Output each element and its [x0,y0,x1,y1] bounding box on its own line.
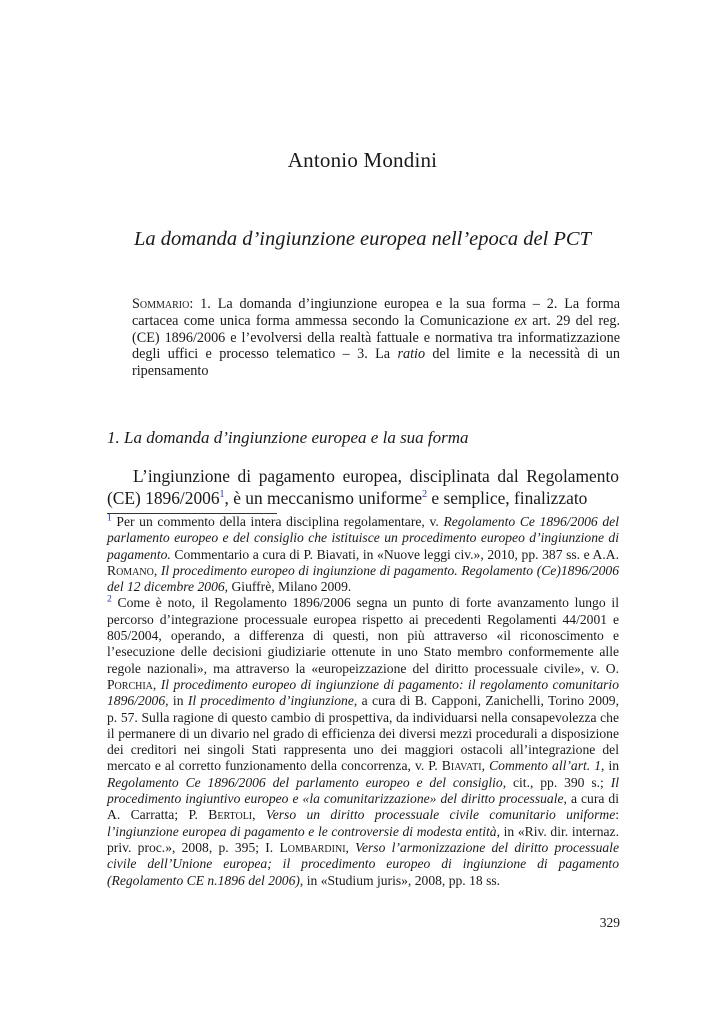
fn2-e: , in [165,693,188,709]
fn1-b: Regolamento Ce 1896/2006 del parlamento europeo e del consiglio che istituisce un procedimento europeo d’ingiunzione di pagamento. [107,514,619,562]
fn2-u: , in «Riv. dir. internaz. priv. proc.», 2008, p. 395; I. [107,823,619,855]
summary [132,296,620,380]
footnotes [107,514,619,889]
footnote-2 [107,595,619,888]
fn2-v: Lombardini [279,839,346,855]
fn2-h: Biavati [441,758,482,774]
fn2-j: Commento all’art. 1 [489,758,601,774]
fn2-n: Il procedimento ingiuntivo europeo e «la comunitarizzazione» del diritto processuale [107,774,619,807]
page-number: 329 [599,915,620,930]
fn1-a: Per un commento della intera disciplina regolamentare, v. [111,514,444,529]
fn2-w: , [345,839,356,855]
fn2-f: Il procedimento d’ingiunzione [187,693,354,709]
body-text-1: L’ingiunzione di pagamento europea, disciplinata dal Regolamento (CE) 1896/2006 [107,466,619,508]
fn1-e: , [153,562,161,578]
summary-label: Sommario [132,296,190,312]
body-text-2: , è un meccanismo uniforme [224,488,423,508]
fn2-r: Verso un diritto processuale civile comunitario uniforme [265,807,616,823]
article-title: La domanda d’ingiunzione europea nell’epoca del PCT [133,228,592,250]
footnote-2-number: 2 [107,594,112,605]
summary-ex: ex [514,312,527,329]
fn2-y: , in «Studium juris», 2008, pp. 18 ss. [299,872,501,888]
fn2-d: Il procedimento europeo di ingiunzione di pagamento: il regolamento comunitario 1896/2006 [107,676,620,709]
footnote-1 [107,514,619,595]
summary-text-2: art. 29 del reg. (CE) 1896/2006 e l’evolversi della realtà fattuale e normativa tra informatizzazione degli uffici e processo telematico – 3. La [132,312,620,363]
fn2-q: , [252,807,266,823]
summary-text-1: : 1. La domanda d’ingiunzione europea e la sua forma – 2. La forma cartacea come unica forma ammessa secondo la Comunicazione [132,296,620,329]
fn1-g: , Giuffrè, Milano 2009. [224,579,352,595]
fn2-s: : [615,807,620,823]
fn2-b: Porchia [107,676,153,692]
fn2-l: Regolamento Ce 1896/2006 del parlamento europeo e del consiglio [107,774,503,790]
fn2-m: , cit., pp. 390 s.; [502,774,611,790]
section-heading: 1. La domanda d’ingiunzione europea e la sua forma [107,428,469,447]
footnote-ref-1[interactable]: 1 [219,489,225,501]
fn2-t: l’ingiunzione europea di pagamento e le controversie di modesta entità [107,823,497,839]
fn2-g: , a cura di B. Capponi, Zanichelli, Torino 2009, p. 57. Sulla ragione di questo cambio di prospettiva, da individuarsi nella consapevolezza che il permanere di un divario nel grado di efficienza dei diversi mezzi procedurali a disposizione dei creditori nei singoli Stati rappresenta uno dei maggiori ostacoli all’integrazione del mercato e al corretto funzionamento della concorrenza, v. P. [107,693,619,774]
fn2-a: Come è noto, il Regolamento 1896/2006 segna un punto di forte avanzamento lungo il percorso d’integrazione processuale europea rispetto ai precedenti Regolamenti 44/2001 e 805/2004, operando, a differenza di questi, non più attraverso «il riconoscimento e l’esecuzione delle decisioni giudiziarie ottenute in uno Stato membro conformemente alle regole nazionali», ma attraverso la «europeizzazione del diritto processuale civile», v. O. [107,595,619,676]
fn2-p: Bertoli [208,807,253,823]
fn2-k: , in [601,758,620,774]
footnote-1-number: 1 [107,513,112,524]
fn2-c: , [152,676,161,692]
fn1-d: Romano [107,562,154,578]
fn1-f: Il procedimento europeo di ingiunzione di pagamento. Regolamento (Ce)1896/2006 del 12 dicembre 2006 [107,562,620,595]
fn1-c: Commentario a cura di P. Biavati, in «Nuove leggi civ.», 2010, pp. 387 ss. e A.A. [170,546,619,562]
fn2-i: , [481,758,490,774]
fn2-o: , a cura di A. Carratta; P. [107,791,619,823]
body-text-3: e semplice, finalizzato [427,488,588,508]
fn2-x: Verso l’armonizzazione del diritto processuale civile dell’Unione europea; il procedimento europeo di ingiunzione di pagamento (Regolamento CE n.1896 del 2006) [107,839,619,888]
author-name: Antonio Mondini [287,148,438,172]
footnote-ref-2[interactable]: 2 [422,489,428,501]
body-paragraph [107,465,619,509]
summary-text-3: del limite e la necessità di un ripensamento [132,346,620,380]
summary-ratio: ratio [397,346,426,363]
